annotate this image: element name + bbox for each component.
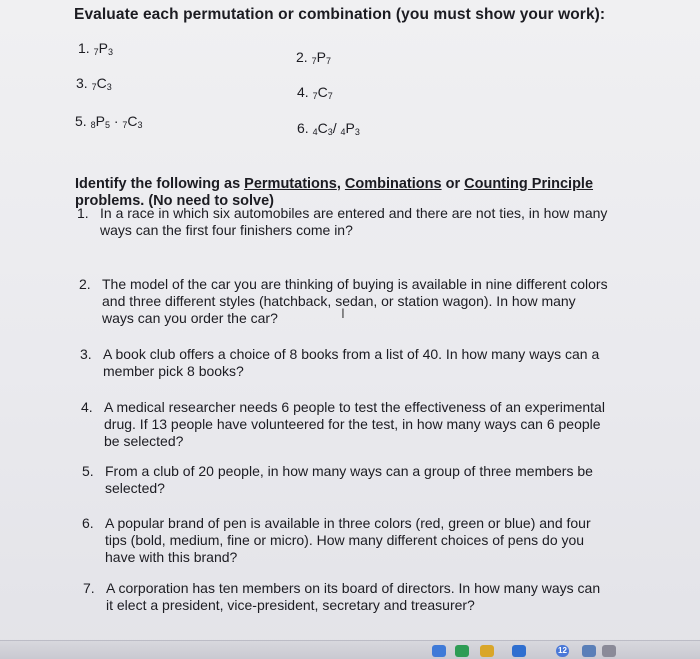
problem-line: have with this brand? <box>105 549 238 565</box>
problem-line: ways can the first four finishers come in? <box>100 222 353 238</box>
problem-line: tips (bold, medium, fine or micro). How many different choices of pens do you <box>105 532 585 548</box>
problem-text <box>105 463 593 497</box>
subscript-index: 3 <box>137 120 143 130</box>
title-line-2: problems. (No need to solve) <box>75 193 274 209</box>
problem-line: be selected? <box>104 433 184 449</box>
evaluate-item-3 <box>76 75 112 92</box>
title-text: Identify the following as <box>75 176 245 192</box>
expression-symbol: C <box>96 75 107 91</box>
expression-symbol: P <box>95 113 105 129</box>
dock-app-icon[interactable] <box>512 645 526 657</box>
expression-symbol: P <box>98 40 108 56</box>
expression-symbol: C <box>317 84 328 100</box>
subscript-index: 3 <box>354 127 360 137</box>
problem-text <box>104 399 605 450</box>
problem-text <box>100 205 607 239</box>
evaluate-item-4 <box>297 84 333 101</box>
evaluate-item-2 <box>296 49 331 66</box>
problem-line: A popular brand of pen is available in three colors (red, green or blue) and four <box>105 515 591 531</box>
title-or: or <box>441 176 465 192</box>
item-number: 1. <box>78 40 94 56</box>
subscript-index: 3 <box>327 127 333 137</box>
problem-line: The model of the car you are thinking of buying is available in nine different colors <box>102 276 608 292</box>
item-number: 6. <box>297 120 313 136</box>
dock-app-icon[interactable] <box>455 645 469 657</box>
item-number: 4. <box>297 84 313 100</box>
prefix-index: 7 <box>312 91 318 101</box>
notification-badge: 12 <box>556 645 569 657</box>
problem-line: A medical researcher needs 6 people to test the effectiveness of an experimental <box>104 399 605 415</box>
expression-symbol: C <box>317 120 328 136</box>
prefix-index: 8 <box>90 120 96 130</box>
problem-line: ways can you order the car? <box>102 310 278 326</box>
text-cursor-icon: I <box>341 305 345 321</box>
problem-number: 7. <box>83 580 95 596</box>
problem-line: selected? <box>105 480 165 496</box>
problem-line: In a race in which six automobiles are entered and there are not ties, in how many <box>100 205 608 221</box>
problem-number: 1. <box>77 205 89 221</box>
dock-app-icon[interactable] <box>432 645 446 657</box>
problem-number: 5. <box>82 463 94 479</box>
dock-app-icon[interactable] <box>480 645 494 657</box>
prefix-index: 7 <box>122 120 128 130</box>
problem-line: member pick 8 books? <box>103 363 244 379</box>
problem-number: 6. <box>82 515 94 531</box>
problem-text <box>105 515 591 566</box>
combinations-term: Combinations <box>344 176 442 192</box>
problem-line: drug. If 13 people have volunteered for the test, in how many ways can 6 people <box>104 416 601 432</box>
subscript-index: 7 <box>327 91 333 101</box>
item-number: 3. <box>76 75 92 91</box>
page-heading: Evaluate each permutation or combination (you must show your work): <box>74 6 606 23</box>
evaluate-item-6 <box>297 120 360 137</box>
problem-number: 2. <box>79 276 91 292</box>
problem-text <box>106 580 600 614</box>
permutations-term: Permutations <box>244 176 337 192</box>
dock-app-icon[interactable] <box>602 645 616 657</box>
expression-symbol: / <box>332 120 341 136</box>
problem-number: 3. <box>80 346 92 362</box>
counting-principle-term: Counting Principle <box>464 176 594 192</box>
evaluate-item-5 <box>75 113 143 130</box>
title-comma: , <box>336 176 345 192</box>
prefix-index: 4 <box>340 127 346 137</box>
subscript-index: 3 <box>106 82 112 92</box>
problem-line: and three different styles (hatchback, sedan, or station wagon). In how many <box>102 293 576 309</box>
expression-symbol: P <box>316 49 326 65</box>
prefix-index: 7 <box>93 47 99 57</box>
expression-symbol: · <box>109 113 123 129</box>
subscript-index: 3 <box>107 47 113 57</box>
problem-number: 4. <box>81 399 93 415</box>
expression-symbol: C <box>127 113 138 129</box>
item-number: 2. <box>296 49 312 65</box>
problem-line: it elect a president, vice-president, secretary and treasurer? <box>106 597 475 613</box>
problem-line: From a club of 20 people, in how many ways can a group of three members be <box>105 463 593 479</box>
prefix-index: 7 <box>91 82 97 92</box>
expression-symbol: P <box>345 120 355 136</box>
prefix-index: 4 <box>312 127 318 137</box>
problem-line: A book club offers a choice of 8 books from a list of 40. In how many ways can a <box>103 346 600 362</box>
item-number: 5. <box>75 113 91 129</box>
dock-app-icon[interactable] <box>582 645 596 657</box>
evaluate-item-1 <box>78 40 113 57</box>
prefix-index: 7 <box>311 56 317 66</box>
problem-text <box>103 346 599 380</box>
problem-line: A corporation has ten members on its board of directors. In how many ways can <box>106 580 601 596</box>
subscript-index: 5 <box>104 120 110 130</box>
subscript-index: 7 <box>325 56 331 66</box>
problem-text <box>102 276 608 327</box>
